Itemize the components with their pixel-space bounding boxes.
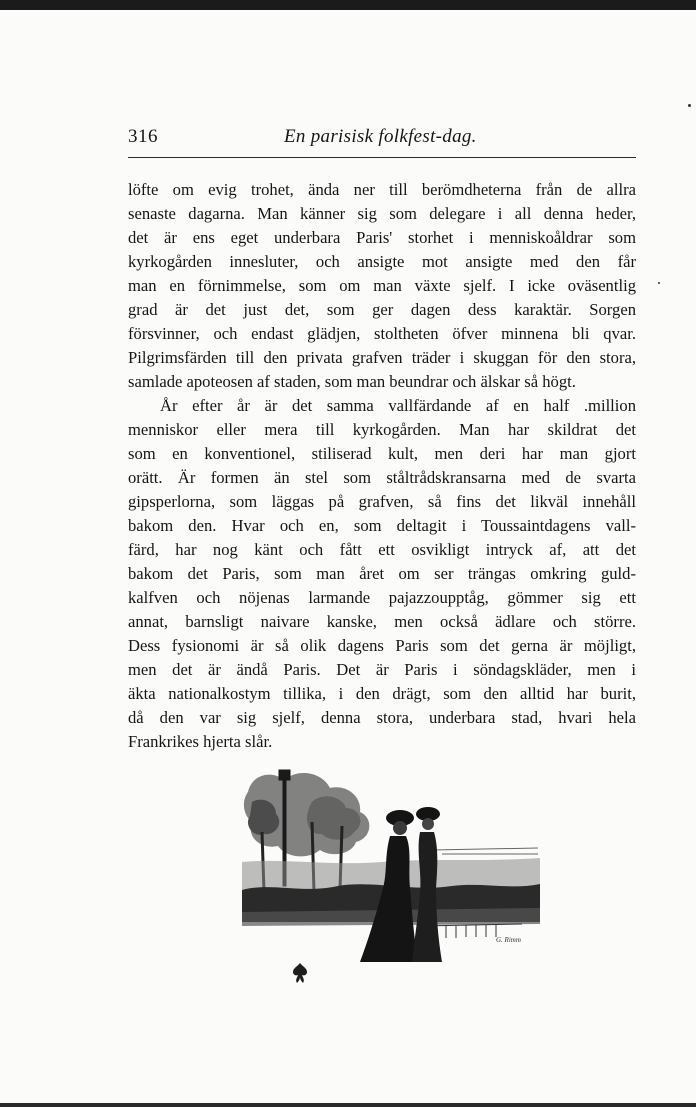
text-line: men det är ändå Paris. Det är Paris i söndagskläder, men i — [128, 660, 636, 679]
text-line: löfte om evig trohet, ända ner till berömdheterna från de allra — [128, 180, 636, 199]
illustration-two-women-in-park — [242, 762, 540, 968]
text-line: menniskor eller mera till kyrkogården. Man har skildrat det — [128, 420, 636, 439]
paragraph-first-line: År efter år är det samma vallfärdande af en half .million — [160, 396, 636, 415]
text-line: försvinner, och endast glädjen, stoltheten öfver minnena bli qvar. — [128, 324, 636, 343]
text-line: kalfven och nöjenas larmande pajazzoupptåg, gömmer sig ett — [128, 588, 636, 607]
header-rule — [128, 157, 636, 158]
text-line: bakom den. Hvar och en, som deltagit i Toussaintdagens vall- — [128, 516, 636, 535]
page-number: 316 — [128, 126, 158, 147]
horizon — [432, 848, 538, 854]
text-line: färd, har nog känt och fått ett osvikligt intryck af, att det — [128, 540, 636, 559]
fleuron-ornament-icon — [291, 962, 309, 984]
text-line: äkta nationalkostym tillika, i den drägt, som den alltid har burit, — [128, 684, 636, 703]
scan-bottom-border — [0, 1103, 696, 1107]
text-line: gipsperlorna, som läggas på grafven, så fins det likväl innehåll — [128, 492, 636, 511]
text-line: samlade apoteosen af staden, som man beundrar och älskar så högt. — [128, 372, 576, 391]
page-header — [128, 126, 636, 152]
text-line: grad är det just det, som ger dagen dess karaktär. Sorgen — [128, 300, 636, 319]
text-line: man en förnimmelse, som om man växte sjelf. I icke oväsentlig — [128, 276, 636, 295]
text-line: kyrkogården innesluter, och ansigte mot ansigte med den får — [128, 252, 636, 271]
margin-speck — [688, 104, 691, 107]
text-line: Pilgrimsfärden till den privata grafven träder i skuggan för den stora, — [128, 348, 636, 367]
artist-signature: G. Rimm — [496, 936, 521, 944]
body-text — [128, 178, 636, 754]
text-line: Frankrikes hjerta slår. — [128, 732, 273, 751]
text-line: bakom det Paris, som man året om ser trängas omkring guld- — [128, 564, 636, 583]
margin-speck — [658, 282, 660, 284]
text-line: då den var sig sjelf, denna stora, underbara stad, hvari hela — [128, 708, 636, 727]
text-line: senaste dagarna. Man känner sig som delegare i all denna heder, — [128, 204, 636, 223]
text-line: det är ens eget underbara Paris' storhet i menniskoåldrar som — [128, 228, 636, 247]
text-line: orätt. Är formen än stel som ståltrådskransarna med de svarta — [128, 468, 636, 487]
text-line: som en konventionel, stiliserad kult, men deri har man gjort — [128, 444, 636, 463]
scan-top-border — [0, 0, 696, 10]
text-line: annat, barnsligt naivare kanske, men också ädlare och större. — [128, 612, 636, 631]
text-line: Dess fysionomi är så olik dagens Paris som det gerna är möjligt, — [128, 636, 636, 655]
running-title: En parisisk folkfest-dag. — [284, 126, 477, 147]
